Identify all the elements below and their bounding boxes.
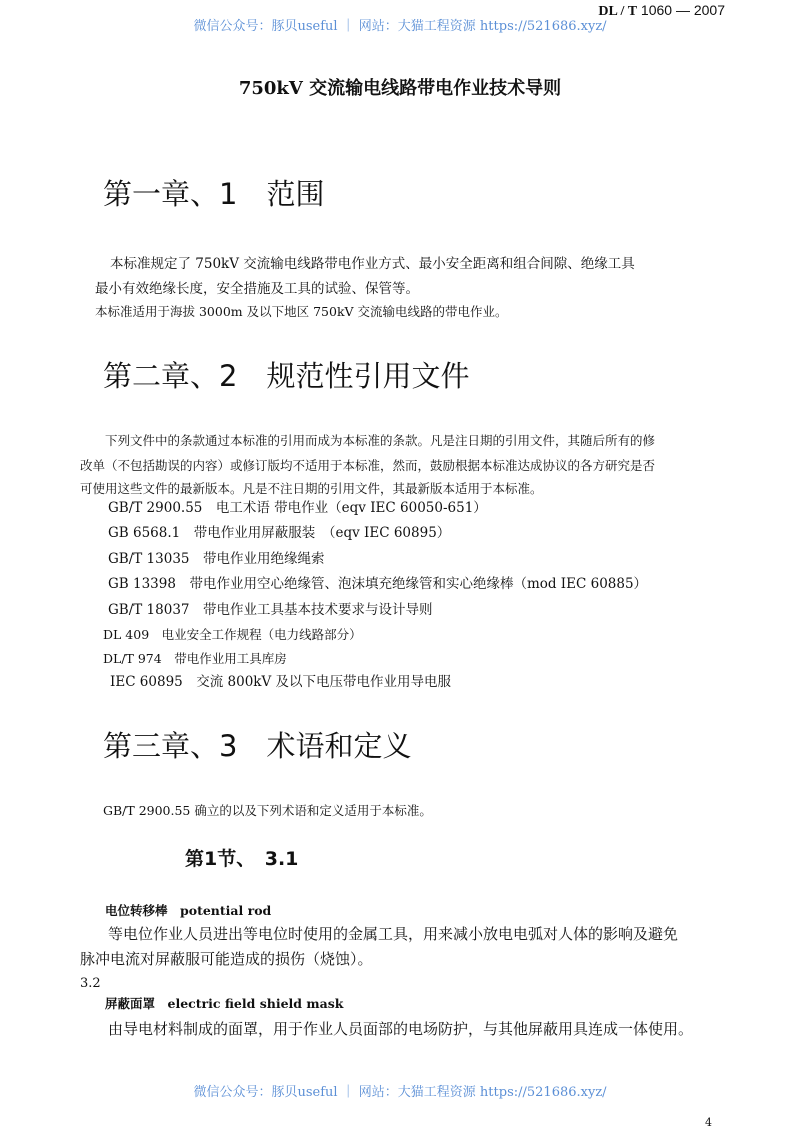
paragraph-line: 最小有效绝缘长度，安全措施及工具的试验、保管等。 <box>95 281 419 297</box>
term-number: 3.2 <box>80 976 101 991</box>
standard-header <box>598 3 725 19</box>
reference-item: IEC 60895 交流 800kV 及以下电压带电作业用导电服 <box>110 674 452 690</box>
paragraph-line: 改单（不包括勘误的内容）或修订版均不适用于本标准，然而，鼓励根据本标准达成协议的各方研究是否 <box>80 458 656 473</box>
term-title: 屏蔽面罩 electric field shield mask <box>105 996 344 1011</box>
paragraph-line: 下列文件中的条款通过本标准的引用而成为本标准的条款。凡是注日期的引用文件，其随后所有的修 <box>105 433 656 448</box>
paragraph-line: 本标准规定了 750kV 交流输电线路带电作业方式、最小安全距离和组合间隙、绝缘工具 <box>110 256 635 272</box>
watermark-top: 微信公众号：豚贝useful ｜ 网站：大猫工程资源 https://521686.xyz/ <box>193 19 607 34</box>
reference-item: GB/T 13035 带电作业用绝缘绳索 <box>108 551 325 567</box>
standard-number: 1060 — 2007 <box>640 2 725 18</box>
reference-item: GB/T 2900.55 电工术语 带电作业（eqv IEC 60050-651） <box>108 500 487 516</box>
paragraph-line: 本标准适用于海拔 3000m 及以下地区 750kV 交流输电线路的带电作业。 <box>95 304 508 319</box>
reference-item: GB/T 18037 带电作业工具基本技术要求与设计导则 <box>108 602 433 618</box>
paragraph-line: 脉冲电流对屏蔽服可能造成的损伤（烧蚀）。 <box>80 950 373 968</box>
chapter-3-heading: 第三章、3 术语和定义 <box>103 729 412 763</box>
document-title: 750kV 交流输电线路带电作业技术导则 <box>238 78 562 99</box>
reference-item: GB 6568.1 带电作业用屏蔽服装 （eqv IEC 60895） <box>108 525 451 541</box>
term-title: 电位转移棒 potential rod <box>105 903 272 918</box>
watermark-bottom: 微信公众号：豚贝useful ｜ 网站：大猫工程资源 https://521686.xyz/ <box>193 1085 607 1100</box>
reference-item: GB 13398 带电作业用空心绝缘管、泡沫填充绝缘管和实心绝缘棒（mod IEC 60885） <box>108 576 648 592</box>
paragraph-line: 等电位作业人员进出等电位时使用的金属工具，用来减小放电电弧对人体的影响及避免 <box>108 925 679 943</box>
standard-code: DL / T <box>598 4 638 19</box>
paragraph-line: 可使用这些文件的最新版本。凡是不注日期的引用文件，其最新版本适用于本标准。 <box>80 481 543 496</box>
paragraph-line: 由导电材料制成的面罩，用于作业人员面部的电场防护，与其他屏蔽用具连成一体使用。 <box>108 1020 694 1038</box>
chapter-1-heading: 第一章、1 范围 <box>103 177 325 211</box>
reference-item: DL/T 974 带电作业用工具库房 <box>103 651 287 666</box>
reference-item: DL 409 电业安全工作规程（电力线路部分） <box>103 627 362 642</box>
paragraph-line: GB/T 2900.55 确立的以及下列术语和定义适用于本标准。 <box>103 803 432 818</box>
chapter-2-heading: 第二章、2 规范性引用文件 <box>103 359 470 393</box>
section-heading: 第1节、 3.1 <box>185 848 299 870</box>
page-number: 4 <box>705 1116 712 1129</box>
